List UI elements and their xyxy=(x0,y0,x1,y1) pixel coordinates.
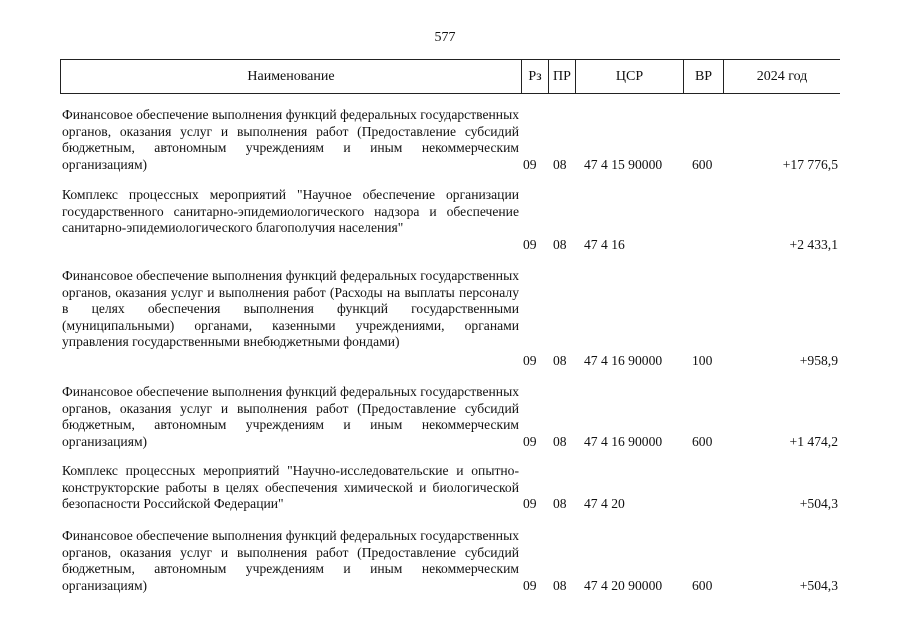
header-name: Наименование xyxy=(60,60,521,93)
row-rz: 09 xyxy=(523,578,537,593)
page-number: 577 xyxy=(434,30,456,45)
row-pr: 08 xyxy=(553,578,567,593)
row-name: Комплекс процессных мероприятий "Научное обеспечение организации государственного санитарно-эпидемиологического надзора и обеспечение санитарно-эпидемиологического благополучия населения" xyxy=(62,187,519,235)
row-csr: 47 4 20 xyxy=(584,496,625,511)
row-vr: 100 xyxy=(692,353,713,368)
row-sum: +958,9 xyxy=(799,353,838,368)
table-header xyxy=(60,59,840,94)
row-rz: 09 xyxy=(523,353,537,368)
row-vr: 600 xyxy=(692,578,713,593)
header-year: 2024 год xyxy=(723,60,840,93)
row-sum: +2 433,1 xyxy=(789,237,838,252)
row-csr: 47 4 16 90000 xyxy=(584,353,663,368)
row-vr: 600 xyxy=(692,157,713,172)
row-vr: 600 xyxy=(692,434,713,449)
row-csr: 47 4 15 90000 xyxy=(584,157,663,172)
row-pr: 08 xyxy=(553,434,567,449)
row-rz: 09 xyxy=(523,237,537,252)
header-vr: ВР xyxy=(683,60,723,93)
header-csr: ЦСР xyxy=(575,60,683,93)
row-name: Комплекс процессных мероприятий "Научно-исследовательские и опытно-конструкторские работы в целях обеспечения химической и биологической безопасности Российской Федерации" xyxy=(62,463,519,511)
row-name: Финансовое обеспечение выполнения функций федеральных государственных органов, оказания услуг и выполнения работ (Расходы на выплаты персоналу в целях обеспечения выполнения функций государственными (муниципальными) органами, казенными учреждениями, органами управления государственными внебюджетными фондами) xyxy=(62,268,519,349)
row-sum: +17 776,5 xyxy=(782,157,838,172)
row-name: Финансовое обеспечение выполнения функций федеральных государственных органов, оказания услуг и выполнения работ (Предоставление субсидий бюджетным, автономным учреждениям и иным некоммерческим организациям) xyxy=(62,107,519,172)
header-rz: Рз xyxy=(521,60,548,93)
row-rz: 09 xyxy=(523,434,537,449)
header-pr: ПР xyxy=(548,60,575,93)
row-sum: +504,3 xyxy=(799,578,838,593)
row-pr: 08 xyxy=(553,157,567,172)
row-csr: 47 4 16 xyxy=(584,237,625,252)
row-rz: 09 xyxy=(523,496,537,511)
row-sum: +1 474,2 xyxy=(789,434,838,449)
row-pr: 08 xyxy=(553,353,567,368)
row-sum: +504,3 xyxy=(799,496,838,511)
row-csr: 47 4 16 90000 xyxy=(584,434,663,449)
row-rz: 09 xyxy=(523,157,537,172)
row-csr: 47 4 20 90000 xyxy=(584,578,663,593)
row-pr: 08 xyxy=(553,237,567,252)
row-name: Финансовое обеспечение выполнения функций федеральных государственных органов, оказания услуг и выполнения работ (Предоставление субсидий бюджетным, автономным учреждениям и иным некоммерческим организациям) xyxy=(62,528,519,593)
row-pr: 08 xyxy=(553,496,567,511)
row-name: Финансовое обеспечение выполнения функций федеральных государственных органов, оказания услуг и выполнения работ (Предоставление субсидий бюджетным, автономным учреждениям и иным некоммерческим организациям) xyxy=(62,384,519,449)
